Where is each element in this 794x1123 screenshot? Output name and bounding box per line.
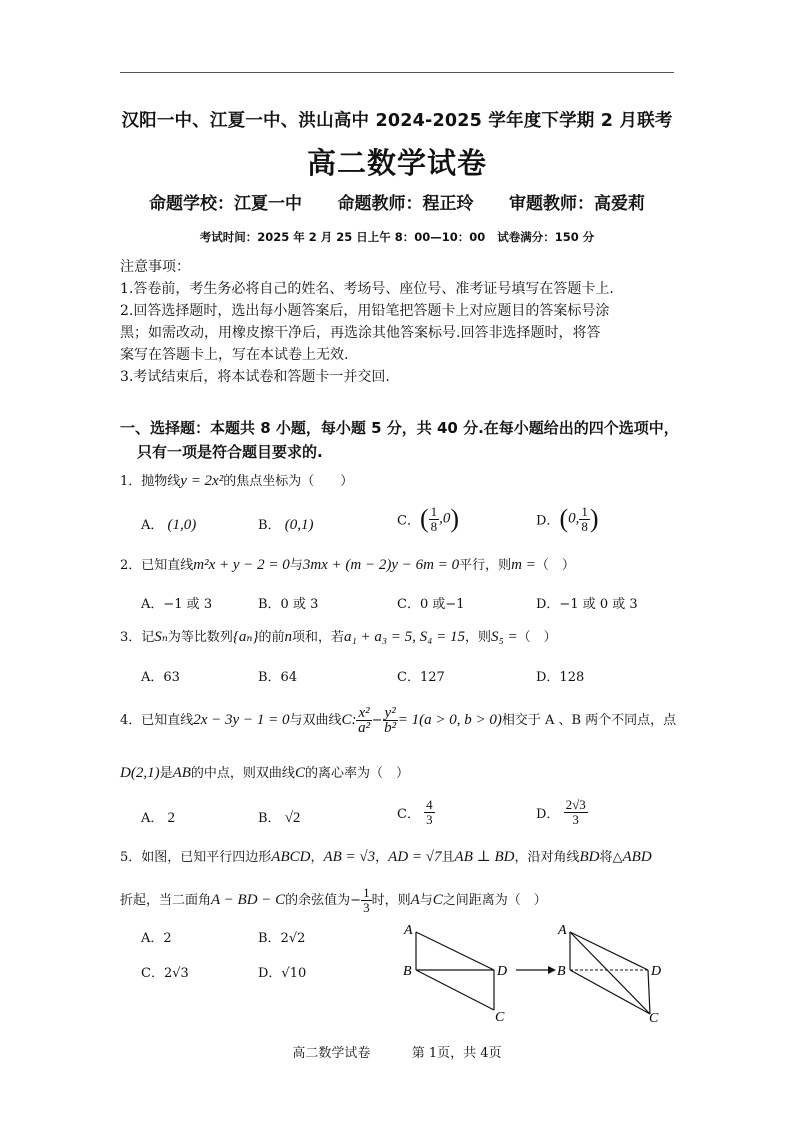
question-2-stem: 2．已知直线m²x + y − 2 = 0与3mx + (m − 2)y − 6m = 0平行，则m =（ ） xyxy=(120,557,575,573)
q4-option-a: A． 2 xyxy=(141,810,176,826)
exam-info: 考试时间：2025 年 2 月 25 日上午 8：00—10：00 试卷满分：150 分 xyxy=(199,230,595,244)
label-A: A xyxy=(558,923,567,938)
q1-text-end: 的焦点坐标为（ ） xyxy=(223,474,354,489)
question-4-stem-line2: D(2,1)是AB的中点，则双曲线C的离心率为（ ） xyxy=(120,765,409,781)
label-D: D xyxy=(651,964,662,979)
notice-block xyxy=(120,256,680,388)
q3-option-c: C．127 xyxy=(397,670,445,685)
q1-option-c: C．( $\frac{1}{8}$ ,0) xyxy=(397,503,460,534)
q1-option-d: D．(0, $\frac{1}{8}$ ) xyxy=(536,503,599,534)
label-C: C xyxy=(649,1011,659,1026)
label-C: C xyxy=(495,1010,505,1025)
q5-option-c: C．2√3 xyxy=(141,966,189,981)
label-A: A xyxy=(404,923,413,938)
section-heading xyxy=(120,416,680,464)
question-5-stem-line2: 折起，当二面角A − BD − C的余弦值为− $\frac{1}{3}$ 时，则A与C之间距离为（ ） xyxy=(120,885,547,915)
q3-option-b: B．64 xyxy=(258,670,298,685)
label-B: B xyxy=(557,964,566,979)
question-4-stem-line1: 4．已知直线2x − 3y − 1 = 0与双曲线C: $\frac{\text{x²}}{\text{a²}}$ − $\frac{\text{y²}}{\text{b²}}$ = 1(a > 0, b > 0)相交于 A 、B 两个不同点，点 xyxy=(120,705,677,736)
q2-option-d: D．−1 或 0 或 3 xyxy=(536,597,638,612)
question-1-stem xyxy=(120,472,680,491)
top-rule xyxy=(120,72,674,73)
q5-option-a: A．2 xyxy=(141,931,172,946)
q1-math: y = 2x² xyxy=(180,473,224,489)
q4-option-b: B． √2 xyxy=(258,810,301,826)
q5-option-b: B．2√2 xyxy=(258,931,306,946)
q4-option-d: D． $\frac{2√3}{3}$ xyxy=(536,797,586,827)
arrow-icon xyxy=(516,966,556,974)
q3-option-a: A．63 xyxy=(141,670,180,685)
exam-authors: 命题学校：江夏一中 命题教师：程正玲 审题教师：高爱莉 xyxy=(148,194,646,214)
q5-parallelogram-figure xyxy=(398,918,668,1030)
figure-right-folded xyxy=(557,923,661,1026)
label-B: B xyxy=(403,964,412,979)
question-3-stem: 3．记Sₙ为等比数列{aₙ}的前n项和，若a₁ + a₃ = 5, S₄ = 15，则S₅ =（ ） xyxy=(120,629,557,645)
label-D: D xyxy=(497,964,508,979)
question-5-stem-line1: 5．如图，已知平行四边形ABCD，AB = √3，AD = √7且AB ⊥ BD，沿对角线BD将△ABD xyxy=(120,849,652,865)
q2-option-c: C．0 或−1 xyxy=(397,597,465,612)
notice-line: 1.答卷前，考生务必将自己的姓名、考场号、座位号、准考证号填写在答题卡上. xyxy=(120,281,614,297)
figure-left-parallelogram xyxy=(403,923,507,1025)
q3-option-d: D．128 xyxy=(536,670,585,685)
notice-heading: 注意事项： xyxy=(120,259,190,275)
notice-line: 案写在答题卡上，写在本试卷上无效. xyxy=(120,347,349,363)
q1-text: 1．抛物线 xyxy=(120,474,181,489)
q1-option-a: A． (1,0) xyxy=(141,517,197,533)
section-line-1: 一、选择题：本题共 8 小题，每小题 5 分，共 40 分.在每小题给出的四个选项中， xyxy=(120,419,679,437)
notice-line: 黑；如需改动，用橡皮擦干净后，再选涂其他答案标号.回答非选择题时，将答 xyxy=(120,325,601,341)
section-line-2: 只有一项是符合题目要求的. xyxy=(137,443,323,461)
q1-option-b: B． (0,1) xyxy=(258,517,314,533)
notice-line: 3.考试结束后，将本试卷和答题卡一并交回. xyxy=(120,369,390,385)
exam-subject-title: 高二数学试卷 xyxy=(306,146,487,180)
q4-option-c: C． $\frac{4}{3}$ xyxy=(397,797,433,827)
notice-line: 2.回答选择题时，选出每小题答案后，用铅笔把答题卡上对应题目的答案标号涂 xyxy=(120,303,610,319)
q2-option-b: B．0 或 3 xyxy=(258,597,319,612)
exam-header-title: 汉阳一中、江夏一中、洪山高中 2024-2025 学年度下学期 2 月联考 xyxy=(121,111,673,131)
q5-option-d: D．√10 xyxy=(258,966,307,981)
q2-option-a: A．−1 或 3 xyxy=(141,597,213,612)
page-footer: 高二数学试卷 第 1页，共 4页 xyxy=(292,1046,502,1061)
